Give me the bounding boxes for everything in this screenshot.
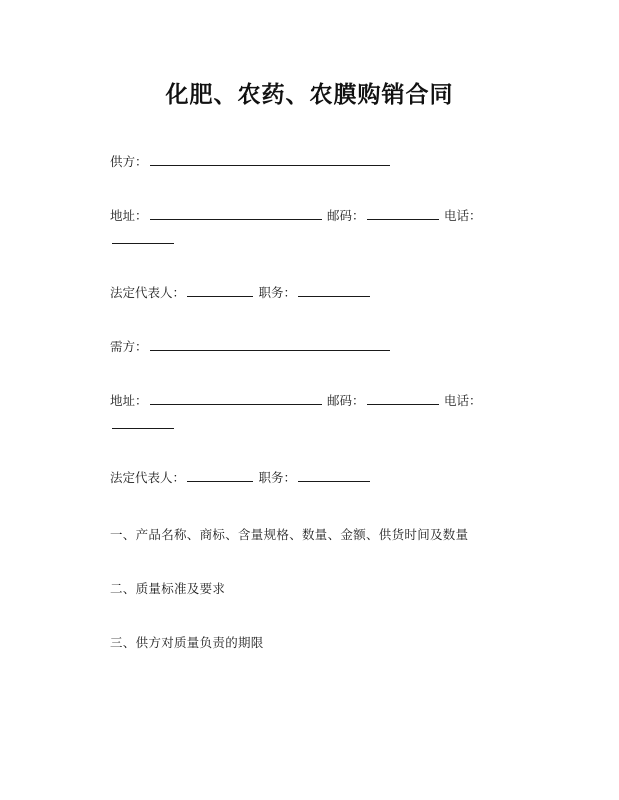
buyer-address-label: 地址：	[110, 393, 148, 408]
supplier-input[interactable]	[150, 153, 390, 166]
supplier-label: 供方：	[110, 155, 148, 169]
buyer-row	[40, 336, 579, 360]
supplier-position-label: 职务：	[258, 286, 297, 301]
supplier-contact-row	[40, 205, 579, 253]
clause-1: 一、产品名称、商标、含量规格、数量、金额、供货时间及数量	[110, 528, 469, 542]
buyer-postcode-label: 邮码：	[327, 393, 365, 408]
clause-2: 二、质量标准及要求	[110, 582, 226, 596]
supplier-address-label: 地址：	[110, 208, 148, 223]
supplier-legal-row	[40, 282, 579, 306]
buyer-legal-rep-input[interactable]	[187, 469, 253, 482]
buyer-legal-rep-label: 法定代表人：	[110, 471, 186, 486]
supplier-legal-rep-label: 法定代表人：	[110, 286, 186, 301]
buyer-label: 需方：	[110, 340, 148, 354]
supplier-postcode-label: 邮码：	[327, 208, 365, 223]
buyer-postcode-input[interactable]	[367, 392, 439, 405]
buyer-position-label: 职务：	[258, 471, 297, 486]
supplier-postcode-input[interactable]	[367, 207, 439, 220]
supplier-phone-label: 电话：	[444, 208, 482, 223]
supplier-phone-input[interactable]	[112, 231, 174, 244]
buyer-phone-label: 电话：	[444, 393, 482, 408]
buyer-position-input[interactable]	[298, 469, 370, 482]
buyer-legal-row	[40, 467, 579, 491]
supplier-address-input[interactable]	[150, 207, 322, 220]
buyer-address-input[interactable]	[150, 392, 322, 405]
page-title: 化肥、农药、农膜购销合同	[165, 81, 454, 107]
supplier-legal-rep-input[interactable]	[187, 284, 253, 297]
clause-3: 三、供方对质量负责的期限	[110, 636, 264, 650]
supplier-position-input[interactable]	[298, 284, 370, 297]
supplier-row	[40, 151, 579, 175]
buyer-phone-input[interactable]	[112, 416, 174, 429]
buyer-input[interactable]	[150, 338, 390, 351]
buyer-contact-row	[40, 390, 579, 438]
